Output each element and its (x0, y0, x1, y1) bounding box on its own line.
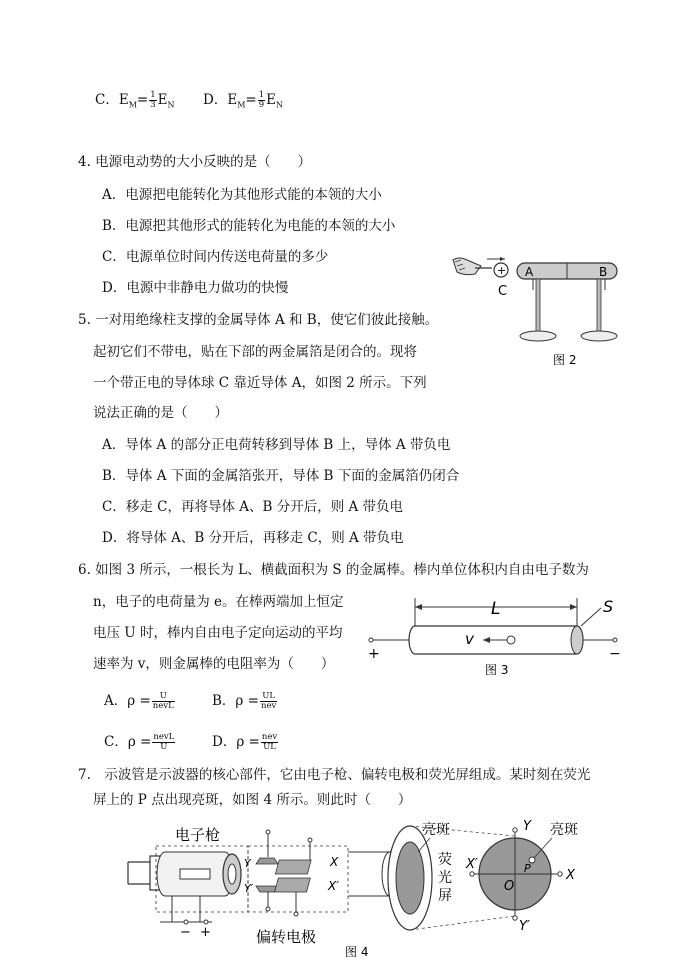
label-screen-2: 光 (438, 870, 452, 886)
label-xp-electrode: X′ (328, 879, 339, 893)
fig4-caption: 图 4 (345, 945, 369, 959)
label-deflection-electrode: 偏转电极 (256, 928, 317, 946)
q6-line-2: n，电子的电荷量为 e。在棒两端加上恒定 (93, 594, 344, 610)
label-bright-spot-1: 亮斑 (422, 822, 450, 838)
fig2-label-c: C (498, 284, 508, 299)
q6-line-3: 电压 U 时，棒内自由电子定向运动的平均 (93, 625, 343, 641)
gun-minus: − (180, 925, 191, 940)
fig2-label-a: A (525, 265, 534, 279)
fig3-caption: 图 3 (485, 663, 509, 677)
q4-option-a: A．电源把电能转化为其他形式能的本领的大小 (102, 187, 382, 203)
fig3-label-s: S (603, 597, 614, 616)
label-xp-axis: X′ (466, 857, 478, 872)
rod-cross-section-s (571, 626, 583, 654)
label-electron-gun: 电子枪 (175, 826, 221, 844)
fig3-plus: + (368, 646, 380, 662)
q5-option-c: C．移走 C，再将导体 A、B 分开后，则 A 带负电 (102, 499, 404, 515)
fig3-label-v: v (465, 630, 474, 648)
label-o: O (504, 879, 515, 894)
y-plate-upper (256, 858, 278, 864)
q4-option-c: C．电源单位时间内传送电荷量的多少 (102, 249, 329, 265)
x-plate-lower (275, 878, 311, 892)
q5-line-1: 5. 一对用绝缘柱支撑的金属导体 A 和 B，使它们彼此接触。 (78, 312, 439, 328)
q6-line-4: 速率为 v，则金属棒的电阻率为（ ） (93, 656, 335, 672)
figure-3 (365, 592, 625, 682)
q6-option-b: B．ρ = UL nev (212, 691, 277, 711)
q5-option-b: B．导体 A 下面的金属箔张开，导体 B 下面的金属箔仍闭合 (102, 468, 460, 484)
q6-option-c: C．ρ = nevL U (104, 732, 175, 752)
fig2-caption: 图 2 (553, 353, 577, 367)
label-yp-axis: Y′ (519, 919, 530, 934)
x-plate-upper (275, 860, 311, 874)
q3-option-d: D．$E_M=$ $\frac{1}{9}$ $E_N$ (203, 90, 283, 110)
figure-4 (120, 812, 590, 962)
label-p: P (524, 862, 531, 875)
q4-option-d: D．电源中非静电力做功的快慢 (102, 280, 289, 296)
label-yp-electrode: Y′ (244, 882, 254, 895)
svg-text:+: + (497, 264, 507, 277)
q6-option-d: D．ρ = nev UL (212, 732, 278, 752)
gun-plus: + (200, 925, 211, 940)
q7-line-2: 屏上的 P 点出现亮斑，如图 4 所示。则此时（ ） (93, 792, 412, 808)
label-bright-spot-2: 亮斑 (550, 822, 578, 838)
q7-line-1: 7. 示波管是示波器的核心部件，它由电子枪、偏转电极和荧光屏组成。某时刻在荧光 (78, 767, 591, 783)
q5-line-4: 说法正确的是（ ） (93, 405, 228, 421)
label-y-axis: Y (523, 819, 531, 834)
figure-2 (445, 250, 625, 370)
fig3-minus: − (609, 646, 621, 662)
q5-option-d: D．将导体 A、B 分开后，再移走 C，则 A 带负电 (102, 530, 404, 546)
q3-option-c: C．$E_M=$ $\frac{1}{3}$ $E_N$ (95, 90, 175, 110)
label-x-electrode: X (330, 855, 339, 869)
q5-line-2: 起初它们不带电，贴在下部的两金属箔是闭合的。现将 (93, 344, 417, 360)
q6-option-a: A．ρ = U nevL (104, 691, 174, 711)
label-y-electrode: Y (244, 857, 251, 870)
q5-option-a: A．导体 A 的部分正电荷转移到导体 B 上，导体 A 带负电 (102, 437, 451, 453)
label-x-axis: X (566, 868, 575, 883)
q4-option-b: B．电源把其他形式的能转化为电能的本领的大小 (102, 218, 396, 234)
q5-line-3: 一个带正电的导体球 C 靠近导体 A，如图 2 所示。下列 (93, 375, 427, 391)
q6-line-1: 6. 如图 3 所示，一根长为 L、横截面积为 S 的金属棒。棒内单位体积内自由电子数为 (78, 562, 589, 578)
electron (507, 636, 515, 644)
label-screen-1: 荧 (438, 852, 452, 868)
fig2-label-b: B (599, 265, 608, 279)
hand-icon (453, 258, 492, 275)
q4-stem: 4. 电源电动势的大小反映的是（ ） (78, 154, 312, 170)
label-screen-3: 屏 (438, 888, 452, 904)
fig3-label-l: L (491, 599, 501, 619)
